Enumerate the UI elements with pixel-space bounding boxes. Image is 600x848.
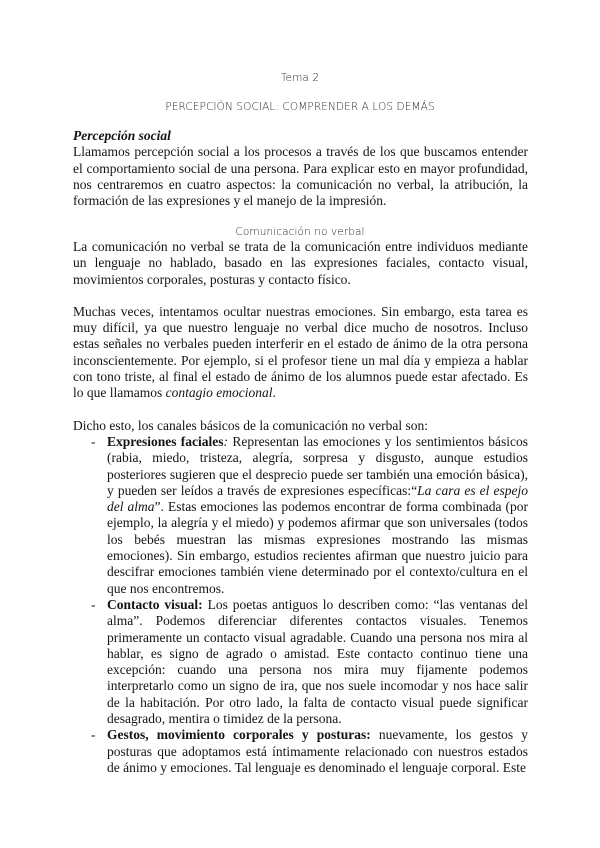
channels-list — [73, 434, 528, 776]
paragraph-emotions — [73, 304, 528, 402]
page-title: PERCEPCIÓN SOCIAL: COMPRENDER A LOS DEMÁS — [165, 101, 435, 113]
bullet-text-a: Representan las emociones y los sentimientos básicos (rabia, miedo, tristeza, alegría, sorpresa y disgusto, aunque estudios posteriores sugieren que el desprecio puede ser también una emoción básica), y pueden ser leídos a través de expresiones específicas:“ — [107, 433, 528, 498]
bullet-dash: - — [91, 433, 96, 449]
section-percepcion-social — [73, 128, 528, 209]
bullet-text: Los poetas antiguos lo describen como: “las ventanas del alma”. Podemos diferenciar diferentes contactos visuales. Tenemos primeramente un contacto visual agradable. Cuando una persona nos mira al hablar, es signo de agrado o amistad. Este contacto continuo tiene una excepción: cuando una persona nos mira muy fijamente podemos interpretarlo como un signo de ira, que nos suele incomodar y nos hace salir de la habitación. Por otro lado, la falta de contacto visual puede significar desagrado, mentira o timidez de la persona. — [107, 596, 529, 727]
paragraph-emotions-end: . — [272, 385, 276, 401]
section-heading-percepcion: Percepción social — [73, 128, 171, 143]
section-heading-comunicacion: Comunicación no verbal — [235, 226, 365, 238]
bullet-label-gestos: Gestos, movimiento corporales y posturas: — [107, 727, 371, 743]
bullet-text-b: ”. Estas emociones las podemos encontrar de forma combinada (por ejemplo, la alegría y el miedo) y podemos afirmar que son universales (todos los bebés muestran las mismas expresiones mostrando las mismas emociones). Sin embargo, estudios recientes afirman que nuestro juicio para descifrar emociones también viene determinado por el contexto/cultura en el que nos encontremos. — [107, 499, 528, 596]
bullet-label-contacto-visual: Contacto visual: — [107, 596, 203, 612]
bullet-dash: - — [91, 596, 96, 612]
bullet-label-expresiones: Expresiones faciales — [107, 433, 224, 449]
contagio-emocional-term: contagio emocional — [165, 385, 273, 401]
section-comunicacion-no-verbal — [73, 239, 528, 776]
list-item — [73, 597, 528, 727]
quote-cara-alma: La cara es el espejo del alma — [107, 482, 528, 515]
list-item — [73, 727, 528, 776]
list-item — [73, 434, 528, 597]
paragraph-emotions-text: Muchas veces, intentamos ocultar nuestras emociones. Sin embargo, esta tarea es muy difícil, ya que nuestro lenguaje no verbal dice mucho de nosotros. Incluso estas señales no verbales pueden interferir en el estado de ánimo de la otra persona inconscientemente. Por ejemplo, si el profesor tiene un mal día y empieza a hablar con tono triste, al final el estado de ánimo de los alumnos puede estar afectado. Es lo que llamamos — [73, 303, 528, 401]
topic-label: Tema 2 — [280, 72, 320, 84]
bullet-dash: - — [91, 727, 96, 743]
paragraph-percepcion: Llamamos percepción social a los procesos a través de los que buscamos entender el comportamiento social de una persona. Para explicar esto en mayor profundidad, nos centraremos en cuatro aspectos: la comunicación no verbal, la atribución, la formación de las expresiones y el manejo de la impresión. — [73, 144, 528, 209]
paragraph-definition: La comunicación no verbal se trata de la comunicación entre individuos mediante un lenguaje no hablado, basado en las expresiones faciales, contacto visual, movimientos corporales, posturas y contacto físico. — [73, 239, 528, 287]
bullet-text: nuevamente, los gestos y posturas que adoptamos está íntimamente relacionado con nuestros estados de ánimo y emociones. Tal lenguaje es denominado el lenguaje corporal. Este — [107, 727, 528, 775]
channels-intro: Dicho esto, los canales básicos de la comunicación no verbal son: — [73, 417, 429, 433]
bullet-separator: : — [223, 433, 229, 449]
